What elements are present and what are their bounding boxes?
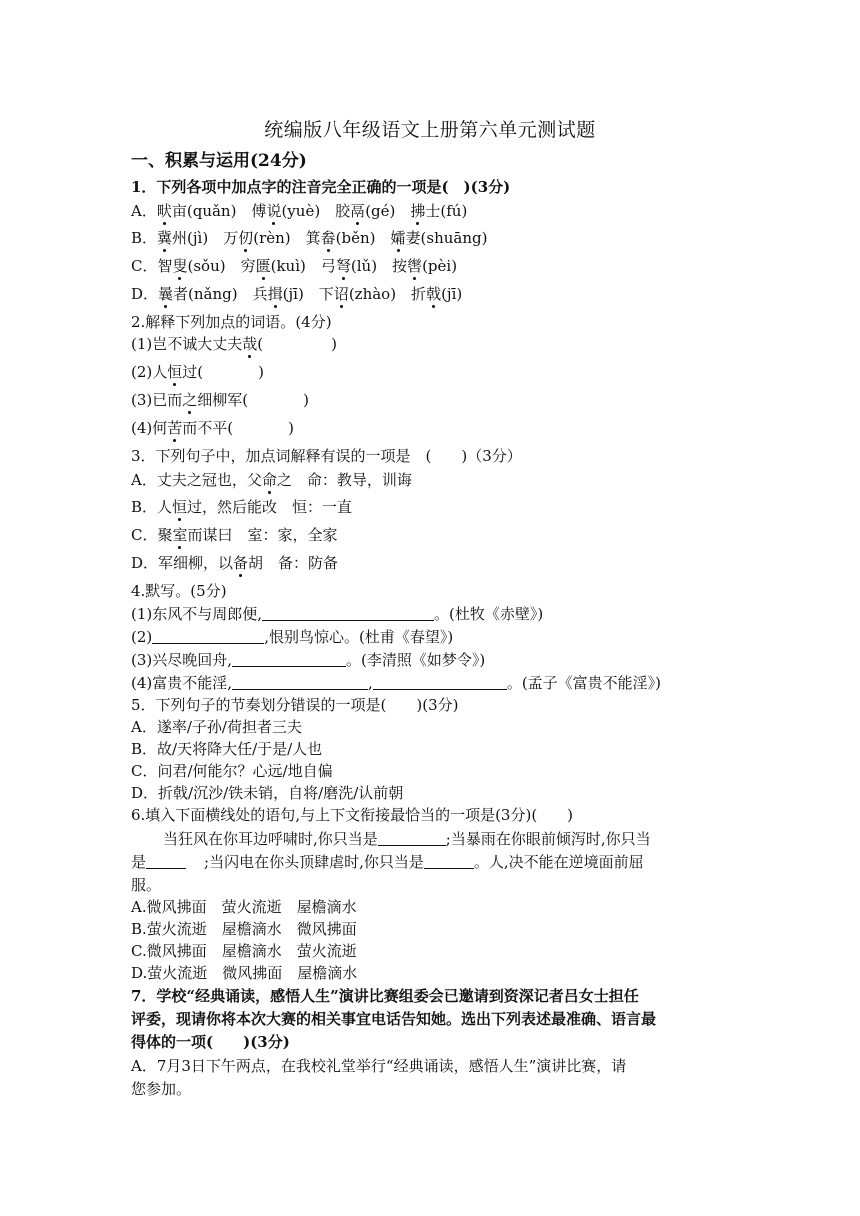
answer-blank[interactable]: [146, 852, 186, 869]
question-2-item-3: (3)已而之细柳军( ): [131, 391, 309, 409]
answer-blank[interactable]: [152, 627, 264, 644]
question-6-passage-line-1: 当狂风在你耳边呼啸时,你只当是 ;当暴雨在你眼前倾泻时,你只当: [163, 830, 651, 848]
question-1-option-c: C．智叟(sǒu) 穷匮(kuì) 弓弩(lǔ) 按辔(pèi): [131, 257, 458, 275]
question-4-stem: 4.默写。(5分): [131, 582, 227, 600]
question-1-option-d: D．曩者(nǎng) 兵揖(jī) 下诏(zhào) 折戟(jī): [131, 285, 463, 303]
answer-blank[interactable]: [232, 673, 368, 690]
answer-blank[interactable]: [232, 650, 346, 667]
question-6-option-c: C.微风拂面 屋檐滴水 萤火流逝: [131, 942, 357, 960]
question-2-item-1: (1)岂不诚大丈夫哉( ): [131, 335, 337, 353]
section-heading: 一、积累与运用(24分): [131, 151, 307, 171]
question-4-item-3: (3)兴尽晚回舟, 。(李清照《如梦令》): [131, 651, 486, 669]
question-5-stem: 5．下列句子的节奏划分错误的一项是( )(3分): [131, 696, 459, 714]
question-7-stem-line-1: 7．学校“经典诵读，感悟人生”演讲比赛组委会已邀请到资深记者吕女士担任: [131, 987, 639, 1005]
question-7-option-a-line-1: A．7月3日下午两点，在我校礼堂举行“经典诵读，感悟人生”演讲比赛，请: [131, 1057, 627, 1075]
question-5-option-c: C．问君/何能尔？心远/地自偏: [131, 762, 333, 780]
question-4-item-2: (2) ,恨别鸟惊心。(杜甫《春望》): [131, 628, 454, 646]
question-3-option-c: C．聚室而谋曰 室：家，全家: [131, 526, 338, 544]
question-5-option-d: D．折戟/沉沙/铁未销，自将/磨洗/认前朝: [131, 784, 404, 802]
question-7-stem-line-2: 评委，现请你将本次大赛的相关事宜电话告知她。选出下列表述最准确、语言最: [131, 1010, 657, 1028]
answer-blank[interactable]: [424, 852, 474, 869]
page-title: 统编版八年级语文上册第六单元测试题: [264, 119, 596, 141]
question-3-option-b: B．人恒过，然后能改 恒：一直: [131, 498, 353, 516]
question-2-item-2: (2)人恒过( ): [131, 363, 264, 381]
question-2-stem: 2.解释下列加点的词语。(4分): [131, 313, 332, 331]
question-5-option-a: A．遂率/子孙/荷担者三夫: [131, 718, 302, 736]
question-1-stem: 1．下列各项中加点字的注音完全正确的一项是( )(3分): [131, 178, 511, 196]
answer-blank[interactable]: [373, 673, 507, 690]
question-3-stem: 3．下列句子中，加点词解释有误的一项是 ( )（3分）: [131, 447, 522, 465]
question-4-item-4: (4)富贵不能淫, , 。(孟子《富贵不能淫》): [131, 674, 662, 692]
question-3-option-a: A．丈夫之冠也，父命之 命：教导，训诲: [131, 471, 412, 489]
question-3-option-d: D．军细柳，以备胡 备：防备: [131, 554, 339, 572]
question-1-option-b: B．冀州(jì) 万仞(rèn) 箕畚(běn) 孀妻(shuāng): [131, 229, 488, 247]
question-2-item-4: (4)何苦而不平( ): [131, 419, 294, 437]
question-7-stem-line-3: 得体的一项( )(3分): [131, 1033, 290, 1051]
question-6-option-a: A.微风拂面 萤火流逝 屋檐滴水: [131, 898, 357, 916]
question-6-passage-line-2: 是 ;当闪电在你头顶肆虐时,你只当是 。人,决不能在逆境面前屈: [131, 853, 644, 871]
question-4-item-1: (1)东风不与周郎便, 。(杜牧《赤壁》): [131, 605, 544, 623]
question-6-option-d: D.萤火流逝 微风拂面 屋檐滴水: [131, 964, 358, 982]
question-6-stem: 6.填入下面横线处的语句,与上下文衔接最恰当的一项是(3分)( ): [131, 806, 574, 824]
question-6-passage-line-3: 服。: [131, 876, 162, 894]
question-1-option-a: A．畎亩(quǎn) 傅说(yuè) 胶鬲(gé) 拂士(fú): [131, 202, 468, 220]
answer-blank[interactable]: [378, 829, 446, 846]
question-7-option-a-line-2: 您参加。: [131, 1080, 192, 1098]
question-6-option-b: B.萤火流逝 屋檐滴水 微风拂面: [131, 920, 357, 938]
answer-blank[interactable]: [262, 604, 434, 621]
question-5-option-b: B．故/天将降大任/于是/人也: [131, 740, 323, 758]
